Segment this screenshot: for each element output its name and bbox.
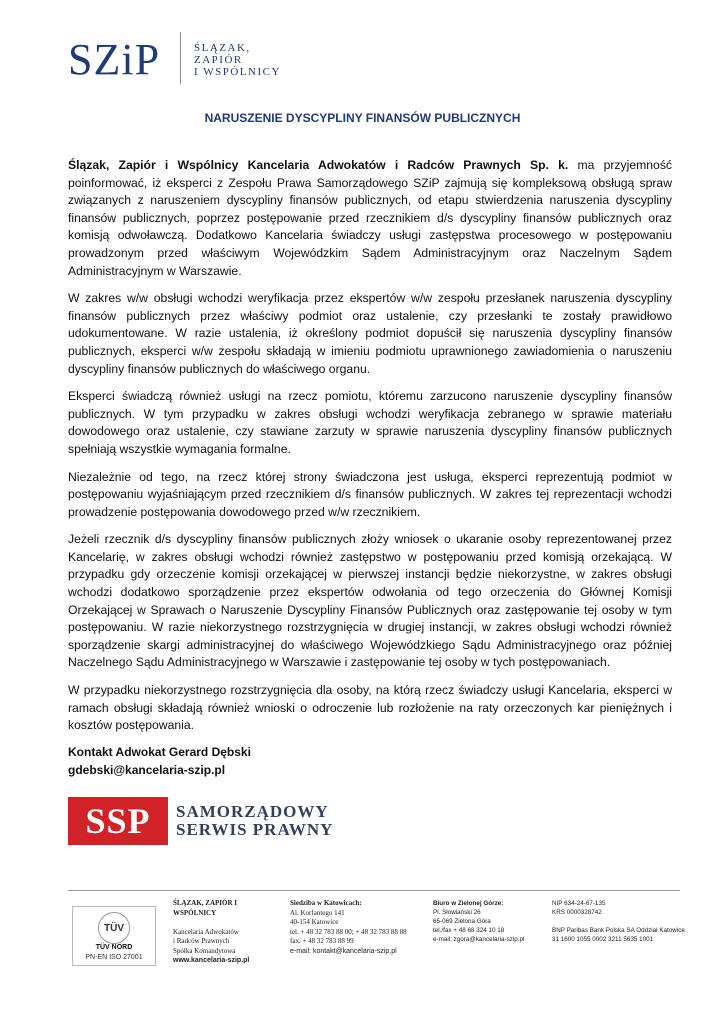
paragraph-text: ma przyjemność poinformować, iż eksperci z Zespołu Prawa Samorządowego SZiP zajmują się kompleksową obsługą spraw związanych z naruszeniem dyscypliny finansów publicznych, od etapu stwierdzenia naruszenia dyscypliny finansów publicznych, poprzez postępowanie przed rzecznikiem d/s dyscypliny finansów publicznych oraz komisją odwoławczą. Dodatkowo Kancelaria świadczy usługi zastępstwa procesowego w postępowaniu prowadzonym przed właściwym Wojewódzkim Sądem Administracyjnym oraz Naczelnym Sądem Administracyjnym w Warszawie. (68, 158, 673, 278)
footer-line: Pl. Słowiański 26 (433, 909, 481, 916)
logo-word: I WSPÓLNICY (194, 66, 281, 78)
paragraph: Eksperci świadczą również usługi na rzecz pomiotu, któremu zarzucono naruszenie dyscypliny finansów publicznych. W tym przypadku w zakres obsługi wchodzi weryfikacja zebranego w sprawie materiału dowodowego oraz ustalenie, czy stawiane zarzuty w sprawie naruszenia dyscypliny finansów publicznych spełniają wszystkie wymagania formalne. (68, 389, 672, 456)
footer-line: Biuro w Zielonej Górze: (433, 900, 504, 907)
footer-email[interactable]: e-mail: zgora@kancelaria-szip.pl (433, 936, 525, 943)
footer-email[interactable]: e-mail: kontakt@kancelaria-szip.pl (290, 947, 397, 955)
tuv-logo-icon: TÜV (98, 912, 130, 944)
szip-logo-words (194, 42, 281, 78)
tuv-name: TÜV NORD (95, 944, 133, 951)
paragraph: Jeżeli rzecznik d/s dyscypliny finansów publicznych złoży wniosek o ukaranie osoby reprezentowanej przez Kancelarię, w zakres obsługi wchodzi również zastępstwo w postępowaniu przed komisją orzekającą. W przypadku gdy orzeczenie komisji orzekającej w pierwszej instancji będzie niekorzystne, w zakres obsługi wchodzi dodatkowo sporządzenie przez ekspertów odwołania od tego orzeczenia do Głównej Komisji Orzekającej w Sprawach o Naruszenie Dyscypliny Finansów Publicznych oraz zastępowanie tej osoby w tym postępowaniu. W razie niekorzystnego rozstrzygnięcia w drugiej instancji, w zakres obsługi wchodzi również sporządzenie skargi administracyjnej do właściwego Wojewódzkiego Sądu Administracyjnego oraz później Naczelnego Sądu Administracyjnego w Warszawie i zastępowanie tej osoby w tych postępowaniach. (68, 532, 672, 670)
footer-katowice (290, 899, 407, 956)
footer-website[interactable]: www.kancelaria-szip.pl (173, 957, 250, 964)
contact-email[interactable]: gdebski@kancelaria-szip.pl (68, 763, 226, 777)
footer-line (173, 918, 249, 928)
ssp-logo-mark: SSP (68, 797, 168, 845)
footer-line: Spółka Komandytowa (173, 946, 236, 955)
logo-word: ŚLĄZAK, (194, 42, 251, 54)
document-body (68, 157, 672, 745)
page-title: NARUSZENIE DYSCYPLINY FINANSÓW PUBLICZNYCH (204, 111, 521, 125)
footer-line: Kancelaria Adwokatów (173, 927, 239, 936)
tuv-certificate-badge (72, 906, 156, 966)
footer-firm (173, 899, 249, 966)
ssp-line: SERWIS PRAWNY (176, 820, 334, 839)
paragraph: Niezależnie od tego, na rzecz której strony świadczona jest usługa, eksperci reprezentują podmiot w postępowaniu wyjaśniającym przed rzecznikiem d/s finansów publicznych. W zakres tej reprezentacji wchodzi prowadzenie postępowania dowodowego przed w/w rzecznikiem. (68, 469, 672, 519)
footer-line: 40-154 Katowice (290, 918, 339, 926)
footer-line: Al. Korfantego 141 (290, 908, 345, 917)
paragraph (68, 157, 672, 280)
szip-logo-mark: SZiP (68, 35, 161, 84)
footer-line: NIP 634-24-67-135 (552, 900, 606, 907)
footer-line: KRS 0000328742 (552, 909, 602, 916)
footer-line: i Radców Prawnych (173, 937, 230, 945)
paragraph: W przypadku niekorzystnego rozstrzygnięcia dla osoby, na którą rzecz świadczy usługi Kancelaria, eksperci w ramach obsługi składają również wnioski o odroczenie lub rozłożenie na raty orzeczonych kar pieniężnych i kosztów postępowania. (68, 683, 672, 733)
footer-line: tel. + 48 32 783 88 00; + 48 32 783 88 88 (290, 927, 407, 936)
footer-line: BNP Paribas Bank Polska SA Oddział Katowice (552, 927, 685, 934)
logo-word: ZAPIÓR (194, 54, 243, 66)
footer-line: 31 1600 1055 0002 3211 5635 1001 (552, 936, 654, 943)
contact-block (68, 743, 251, 779)
footer-line: WSPÓLNICY (173, 908, 217, 917)
footer-line: fax. + 48 32 783 88 99 (290, 937, 354, 945)
footer-registry (552, 899, 685, 944)
firm-name: Ślązak, Zapiór i Wspólnicy Kancelaria Adwokatów i Radców Prawnych Sp. k. (68, 158, 569, 172)
tuv-standard: PN-EN ISO 27001 (85, 954, 143, 961)
footer-line: ŚLĄZAK, ZAPIÓR I (173, 899, 237, 907)
contact-name: Kontakt Adwokat Gerard Dębski (68, 745, 251, 759)
ssp-line: SAMORZĄDOWY (176, 802, 329, 821)
footer-line (552, 917, 685, 926)
ssp-logo-words (176, 803, 333, 839)
footer-divider (68, 890, 680, 891)
footer-line: tel./fax + 48 68 324 10 18 (433, 927, 505, 934)
footer-line: Siedziba w Katowicach: (290, 899, 362, 907)
footer-zielona-gora (433, 899, 524, 944)
paragraph: W zakres w/w obsługi wchodzi weryfikacja przez ekspertów w/w zespołu przesłanek naruszenia dyscypliny finansów publicznych przez właściwy podmiot oraz ustalenie, czy przesłanki te zostały prawidłowo udokumentowane. W razie ustalenia, iż określony podmiot dopuścił się naruszenia dyscypliny finansów publicznych, eksperci w/w zespołu składają w imieniu podmiotu uprawnionego zawiadomienia o naruszeniu dyscypliny finansów publicznych do właściwego organu. (68, 291, 672, 376)
footer-line: 65-069 Zielona Góra (433, 918, 491, 925)
logo-divider (180, 32, 181, 84)
